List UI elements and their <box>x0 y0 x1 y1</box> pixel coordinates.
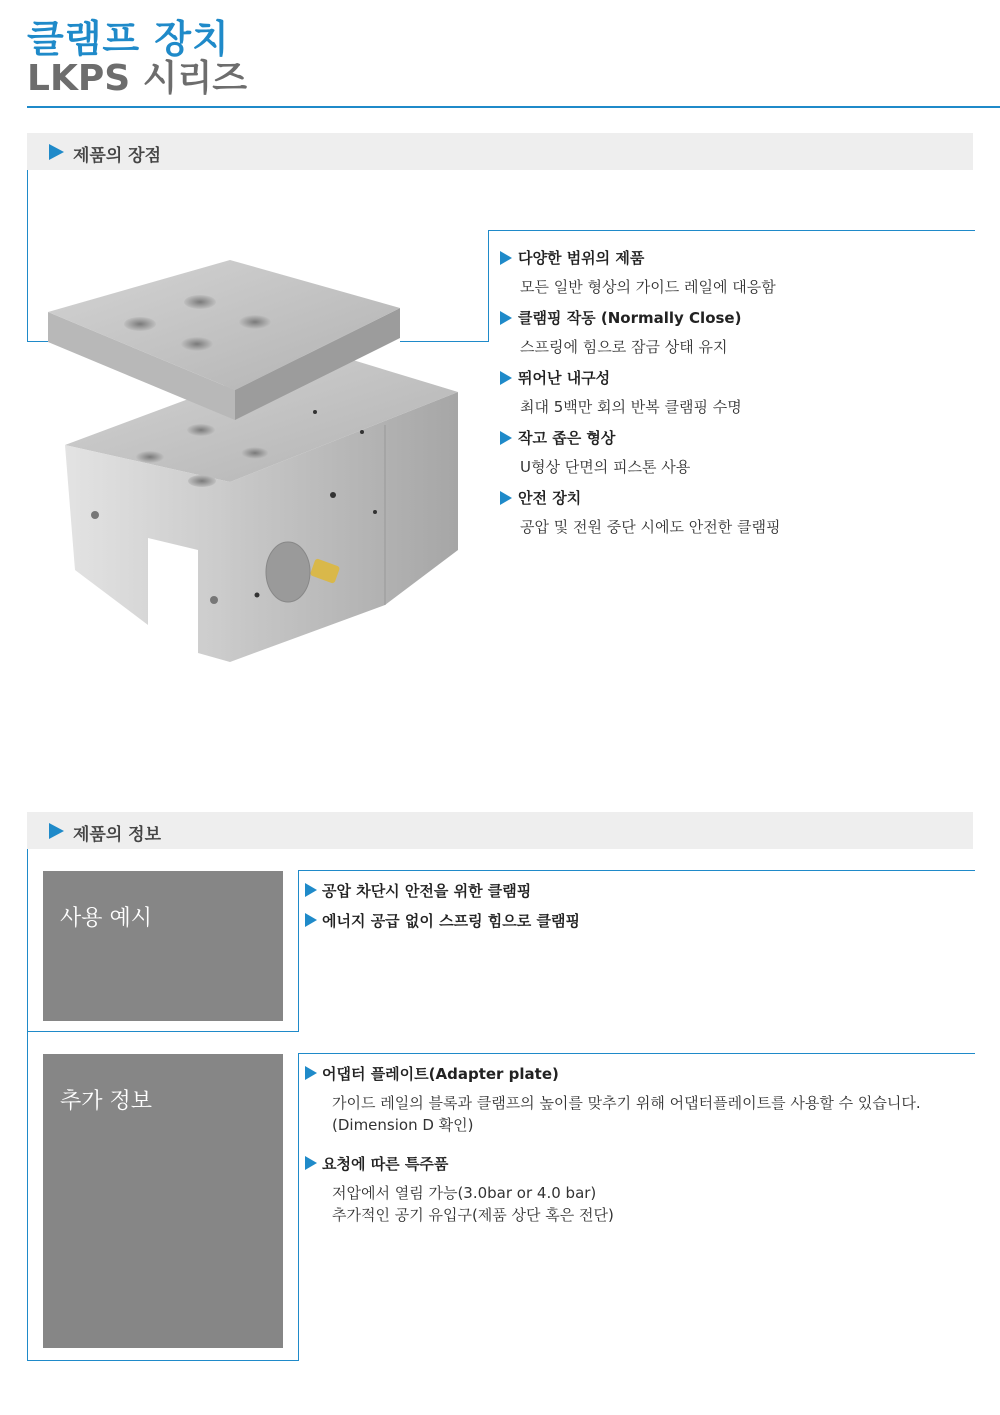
bullet-arrow-icon <box>500 491 512 505</box>
advantages-section-label: 제품의 장점 <box>73 146 162 166</box>
feature-desc: 공압 및 전원 중단 시에도 안전한 클램핑 <box>520 518 781 536</box>
additional-frame-right <box>298 1053 299 1361</box>
special-line: 추가적인 공기 유입구(제품 상단 혹은 전단) <box>332 1206 614 1224</box>
feature-desc: 모든 일반 형상의 가이드 레일에 대응함 <box>520 278 776 296</box>
bullet-arrow-icon <box>500 431 512 445</box>
usage-bullet-text: 에너지 공급 없이 스프링 힘으로 클램핑 <box>322 912 580 930</box>
usage-label: 사용 예시 <box>60 906 153 931</box>
usage-frame-bottom <box>27 1031 299 1032</box>
advantages-frame-left <box>27 170 28 342</box>
special-line: 저압에서 열림 가능(3.0bar or 4.0 bar) <box>332 1184 597 1202</box>
usage-frame-left <box>27 849 28 1031</box>
bullet-arrow-icon <box>305 1066 317 1080</box>
bullet-arrow-icon <box>305 883 317 897</box>
bullet-arrow-icon <box>305 913 317 927</box>
clamp-device-icon <box>40 250 470 665</box>
feature-title: 작고 좁은 형상 <box>518 429 616 447</box>
features-frame-left <box>488 230 489 342</box>
additional-label: 추가 정보 <box>60 1089 153 1114</box>
section-arrow-icon <box>49 823 64 839</box>
adapter-line: (Dimension D 확인) <box>332 1116 474 1134</box>
feature-title: 뛰어난 내구성 <box>518 369 611 387</box>
additional-frame-left <box>27 1031 28 1361</box>
info-section-label: 제품의 정보 <box>73 825 162 845</box>
feature-title: 안전 장치 <box>518 489 582 507</box>
feature-desc: 스프링에 힘으로 잠금 상태 유지 <box>520 338 728 356</box>
page-title: 클램프 장치 <box>27 17 230 61</box>
additional-box <box>43 1054 283 1348</box>
special-title: 요청에 따른 특주품 <box>322 1155 449 1173</box>
section-arrow-icon <box>49 144 64 160</box>
usage-frame-right <box>298 870 299 1032</box>
feature-title: 다양한 범위의 제품 <box>518 249 645 267</box>
feature-title: 클램핑 작동 (Normally Close) <box>518 309 742 327</box>
feature-desc: 최대 5백만 회의 반복 클램핑 수명 <box>520 398 742 416</box>
features-frame-top <box>488 230 975 231</box>
additional-frame-bottom <box>27 1360 299 1361</box>
adapter-title: 어댑터 플레이트(Adapter plate) <box>322 1065 559 1083</box>
feature-desc: U형상 단면의 피스톤 사용 <box>520 458 691 476</box>
bullet-arrow-icon <box>500 371 512 385</box>
page-subtitle: LKPS 시리즈 <box>27 58 248 99</box>
bullet-arrow-icon <box>305 1156 317 1170</box>
bullet-arrow-icon <box>500 251 512 265</box>
advantages-section-header <box>27 133 973 170</box>
info-section-header <box>27 812 973 849</box>
usage-box <box>43 871 283 1021</box>
title-divider <box>27 106 1000 108</box>
usage-bullet-text: 공압 차단시 안전을 위한 클램핑 <box>322 882 532 900</box>
adapter-line: 가이드 레일의 블록과 클램프의 높이를 맞추기 위해 어댑터플레이트를 사용할 수 있습니다. <box>332 1094 921 1112</box>
usage-frame-top <box>298 870 975 871</box>
additional-frame-top <box>298 1053 975 1054</box>
bullet-arrow-icon <box>500 311 512 325</box>
